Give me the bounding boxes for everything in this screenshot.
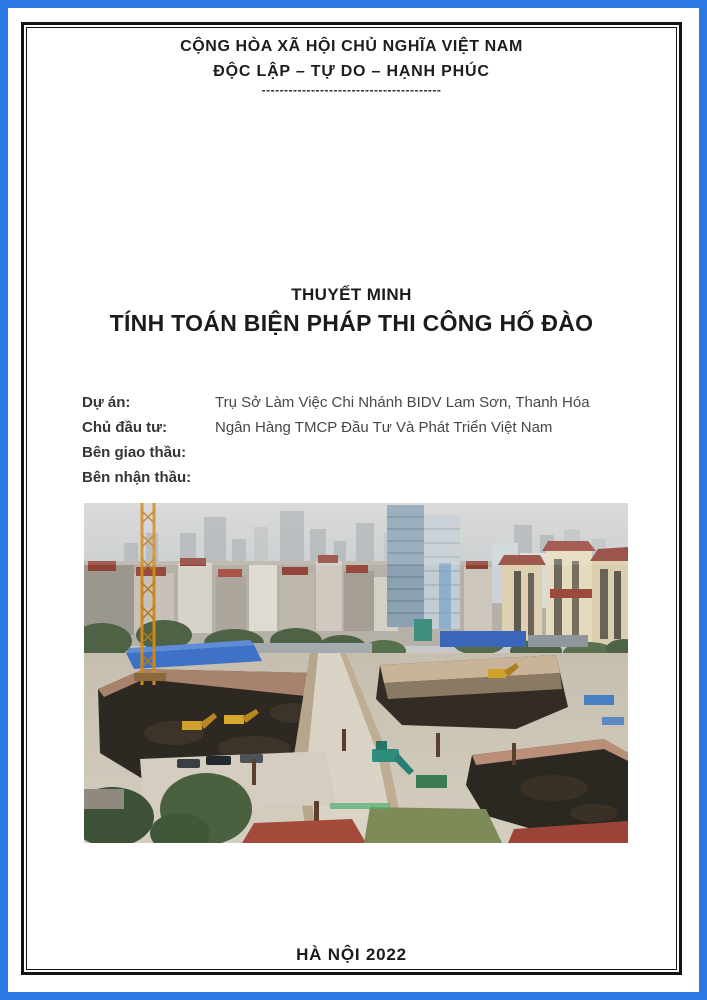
document-subtitle: THUYẾT MINH bbox=[291, 285, 412, 304]
field-label: Bên giao thầu: bbox=[82, 444, 187, 461]
header-motto-line2: ĐỘC LẬP – TỰ DO – HẠNH PHÚC bbox=[213, 63, 490, 80]
page-content bbox=[21, 22, 682, 975]
field-label: Bên nhận thầu: bbox=[82, 469, 192, 486]
construction-site-photo bbox=[84, 503, 628, 843]
national-header bbox=[21, 34, 682, 96]
title-block bbox=[21, 282, 682, 338]
project-info-fields bbox=[82, 394, 642, 494]
field-row-chu-dau-tu bbox=[82, 419, 642, 444]
field-label: Dự án: bbox=[82, 394, 131, 411]
header-motto-line1: CỘNG HÒA XÃ HỘI CHỦ NGHĨA VIỆT NAM bbox=[180, 38, 523, 55]
page-background bbox=[8, 8, 699, 992]
field-label: Chủ đầu tư: bbox=[82, 419, 168, 436]
header-dashed-divider: ---------------------------------------- bbox=[261, 83, 442, 97]
field-row-du-an bbox=[82, 394, 642, 419]
field-row-ben-nhan-thau bbox=[82, 469, 642, 494]
field-value: Ngân Hàng TMCP Đầu Tư Và Phát Triển Việt Nam bbox=[215, 419, 553, 436]
footer-city-year: HÀ NỘI 2022 bbox=[296, 945, 407, 964]
field-row-ben-giao-thau bbox=[82, 444, 642, 469]
field-value: Trụ Sở Làm Việc Chi Nhánh BIDV Lam Sơn, Thanh Hóa bbox=[215, 394, 590, 411]
document-main-title: TÍNH TOÁN BIỆN PHÁP THI CÔNG HỐ ĐÀO bbox=[109, 310, 594, 336]
